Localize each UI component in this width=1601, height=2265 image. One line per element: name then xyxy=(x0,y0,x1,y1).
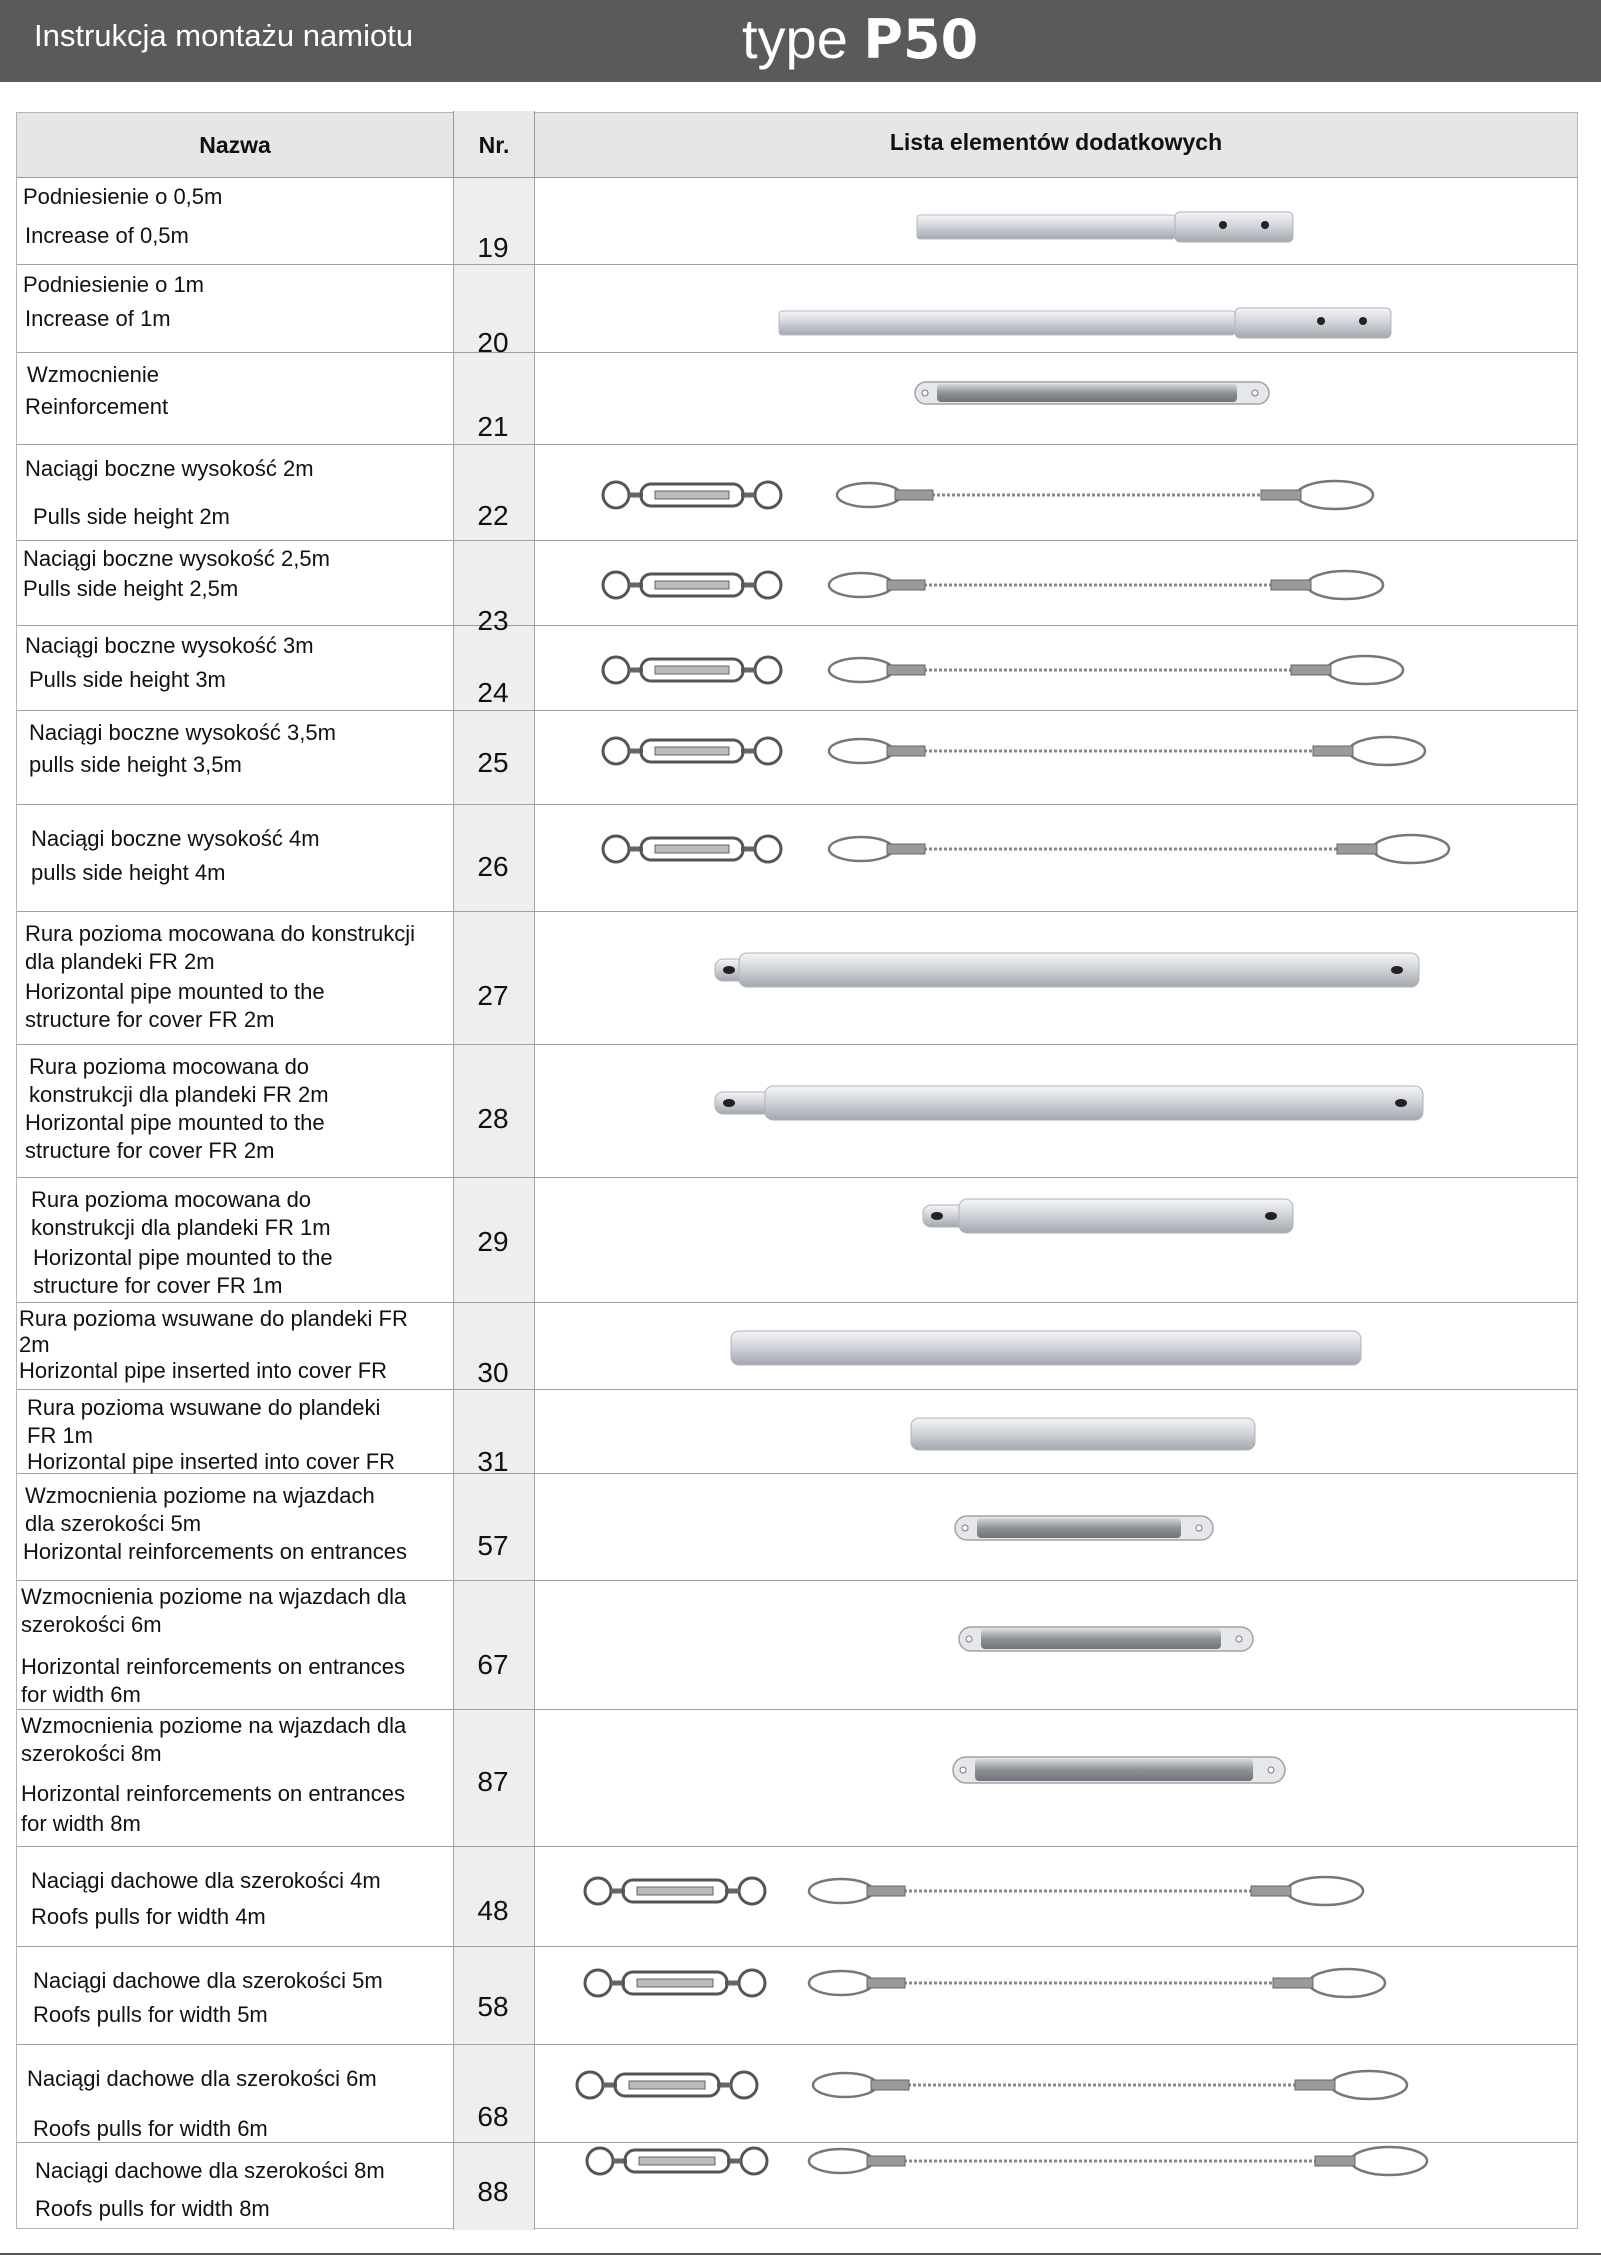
item-name-cell xyxy=(19,1474,451,1580)
item-name-line: Increase of 0,5m xyxy=(25,223,189,248)
table-row xyxy=(17,2143,1577,2230)
item-name-cell xyxy=(19,2045,451,2142)
item-name-line: for width 6m xyxy=(21,1682,141,1707)
reinforcement-bar-illustration xyxy=(535,353,1575,444)
plain-pipe-illustration xyxy=(535,1390,1575,1473)
item-name-line: Roofs pulls for width 8m xyxy=(35,2196,270,2221)
item-name-line: Wzmocnienia poziome na wjazdach xyxy=(25,1483,375,1508)
table-row xyxy=(17,1474,1577,1581)
item-name-line: structure for cover FR 2m xyxy=(25,1138,275,1163)
item-name-line: Wzmocnienia poziome na wjazdach dla xyxy=(21,1713,407,1738)
item-name-line: Naciągi dachowe dla szerokości 4m xyxy=(31,1868,381,1893)
item-name-line: for width 8m xyxy=(21,1811,141,1836)
item-number: 87 xyxy=(477,1766,509,1797)
item-name-line: Roofs pulls for width 6m xyxy=(33,2116,268,2141)
turnbuckle-and-cable-illustration xyxy=(535,2045,1575,2142)
item-name-line: Rura pozioma wsuwane do plandeki xyxy=(27,1395,381,1420)
horizontal-pipe-icon xyxy=(715,953,1419,987)
wire-rope-icon xyxy=(829,656,1403,684)
horizontal-pipe-illustration xyxy=(535,1045,1575,1177)
item-name-line: konstrukcji dla plandeki FR 1m xyxy=(31,1215,331,1240)
turnbuckle-and-cable-illustration xyxy=(535,626,1575,710)
reinforcement-bar-icon xyxy=(915,382,1269,404)
plain-pipe-icon xyxy=(911,1418,1255,1450)
item-name-line: Horizontal reinforcements on entrances xyxy=(21,1781,405,1806)
item-name-line: Horizontal reinforcements on entrances xyxy=(21,1654,405,1679)
table-row xyxy=(17,2045,1577,2143)
turnbuckle-icon xyxy=(603,738,781,764)
footer-divider xyxy=(0,2253,1601,2255)
item-name-cell xyxy=(19,541,451,625)
turnbuckle-icon xyxy=(585,1970,765,1996)
item-name-cell xyxy=(19,1303,451,1389)
item-name-line: Pulls side height 3m xyxy=(29,667,226,692)
accessories-table xyxy=(16,112,1578,2229)
table-row xyxy=(17,1710,1577,1847)
plain-pipe-icon xyxy=(731,1331,1361,1365)
table-row xyxy=(17,1045,1577,1178)
turnbuckle-and-cable-illustration xyxy=(535,2143,1575,2230)
item-number: 19 xyxy=(477,232,509,263)
reinforcement-bar-icon xyxy=(955,1516,1213,1540)
wire-rope-icon xyxy=(829,737,1425,765)
item-name-line: Rura pozioma mocowana do xyxy=(29,1054,310,1079)
item-number: 31 xyxy=(477,1446,509,1477)
item-name-line: Naciągi boczne wysokość 4m xyxy=(31,826,320,851)
turnbuckle-icon xyxy=(603,482,781,508)
wire-rope-icon xyxy=(829,571,1383,599)
pipe-extension-icon xyxy=(779,308,1391,338)
item-name-line: Horizontal pipe mounted to the xyxy=(25,1110,325,1135)
item-number: 21 xyxy=(477,411,509,442)
item-name-line: Reinforcement xyxy=(25,394,169,419)
item-name-line: Naciągi boczne wysokość 2m xyxy=(25,456,314,481)
turnbuckle-icon xyxy=(603,572,781,598)
item-name-line: Rura pozioma wsuwane do plandeki FR xyxy=(19,1306,408,1331)
table-row xyxy=(17,445,1577,541)
item-name-line: pulls side height 3,5m xyxy=(29,752,242,777)
item-number: 58 xyxy=(477,1991,509,2022)
item-number: 48 xyxy=(477,1895,509,1926)
item-name-line: Increase of 1m xyxy=(25,306,171,331)
turnbuckle-icon xyxy=(577,2072,757,2098)
horizontal-pipe-icon xyxy=(715,1086,1423,1120)
item-name-cell xyxy=(19,1390,451,1473)
item-name-line: Rura pozioma mocowana do konstrukcji xyxy=(25,921,416,946)
type-code: P50 xyxy=(863,8,979,71)
column-header-name: Nazwa xyxy=(199,132,271,158)
item-name-line: Roofs pulls for width 4m xyxy=(31,1904,266,1929)
item-name-line: Pulls side height 2,5m xyxy=(23,576,239,601)
turnbuckle-and-cable-illustration xyxy=(535,541,1575,625)
item-number: 30 xyxy=(477,1357,509,1388)
item-name-line: 2m xyxy=(19,1332,50,1357)
item-name-line: Wzmocnienia poziome na wjazdach dla xyxy=(21,1584,407,1609)
reinforcement-bar-illustration xyxy=(535,1581,1575,1709)
reinforcement-bar-icon xyxy=(953,1757,1285,1783)
table-row xyxy=(17,265,1577,358)
item-name-cell xyxy=(19,445,451,540)
item-name-cell xyxy=(19,265,451,352)
item-number: 20 xyxy=(477,327,509,358)
pipe-extension-illustration xyxy=(535,177,1575,264)
item-number: 88 xyxy=(477,2176,509,2207)
item-number: 23 xyxy=(477,605,509,636)
item-name-line: Podniesienie o 1m xyxy=(23,272,205,297)
item-number: 57 xyxy=(477,1530,509,1561)
table-row xyxy=(17,912,1577,1045)
item-name-line: Wzmocnienie xyxy=(27,362,160,387)
turnbuckle-and-cable-illustration xyxy=(535,445,1575,540)
item-name-line: szerokości 8m xyxy=(21,1741,162,1766)
table-row xyxy=(17,1303,1577,1390)
item-name-line: konstrukcji dla plandeki FR 2m xyxy=(29,1082,329,1107)
item-name-line: szerokości 6m xyxy=(21,1612,162,1637)
turnbuckle-icon xyxy=(603,836,781,862)
table-header-row xyxy=(17,113,1577,178)
item-name-line: Horizontal reinforcements on entrances xyxy=(23,1539,407,1564)
item-name-cell xyxy=(19,1045,451,1177)
item-name-cell xyxy=(19,1947,451,2044)
item-number: 27 xyxy=(477,980,509,1011)
item-name-cell xyxy=(19,1178,451,1302)
item-name-line: Horizontal pipe mounted to the xyxy=(25,979,325,1004)
turnbuckle-and-cable-illustration xyxy=(535,711,1575,804)
item-number: 25 xyxy=(477,747,509,778)
item-name-line: Roofs pulls for width 5m xyxy=(33,2002,268,2027)
item-name-cell xyxy=(19,805,451,911)
turnbuckle-icon xyxy=(603,657,781,683)
item-name-line: Horizontal pipe inserted into cover FR xyxy=(27,1449,396,1474)
wire-rope-icon xyxy=(837,481,1373,509)
table-row xyxy=(17,1390,1577,1477)
pipe-extension-icon xyxy=(917,212,1293,242)
item-name-line: Rura pozioma mocowana do xyxy=(31,1187,312,1212)
horizontal-pipe-illustration xyxy=(535,1178,1575,1302)
wire-rope-icon xyxy=(809,1877,1363,1905)
horizontal-pipe-icon xyxy=(923,1199,1293,1233)
item-name-line: structure for cover FR 1m xyxy=(33,1273,283,1298)
item-number: 26 xyxy=(477,851,509,882)
item-name-line: Pulls side height 2m xyxy=(33,504,230,529)
item-name-cell xyxy=(19,711,451,804)
wire-rope-icon xyxy=(809,2147,1427,2175)
item-name-line: Podniesienie o 0,5m xyxy=(23,184,223,209)
table-row xyxy=(17,1847,1577,1947)
item-name-cell xyxy=(19,177,451,264)
table-row xyxy=(17,1581,1577,1710)
reinforcement-bar-illustration xyxy=(535,1710,1575,1846)
wire-rope-icon xyxy=(809,1969,1385,1997)
item-name-line: Naciągi boczne wysokość 3m xyxy=(25,633,314,658)
item-name-line: dla szerokości 5m xyxy=(25,1511,202,1536)
item-number: 28 xyxy=(477,1103,509,1134)
item-number: 67 xyxy=(477,1649,509,1680)
table-row xyxy=(17,626,1577,711)
item-name-line: structure for cover FR 2m xyxy=(25,1007,275,1032)
item-number: 29 xyxy=(477,1226,509,1257)
item-name-cell xyxy=(19,2143,451,2230)
item-number: 22 xyxy=(477,500,509,531)
item-name-cell xyxy=(19,1581,451,1709)
reinforcement-bar-illustration xyxy=(535,1474,1575,1580)
item-name-cell xyxy=(19,1847,451,1946)
item-name-line: Naciągi dachowe dla szerokości 5m xyxy=(33,1968,383,1993)
item-name-cell xyxy=(19,912,451,1044)
item-name-cell xyxy=(19,626,451,710)
item-name-line: Naciągi boczne wysokość 2,5m xyxy=(23,546,330,571)
document-title: Instrukcja montażu namiotu xyxy=(34,18,414,53)
item-number: 24 xyxy=(477,677,509,708)
type-prefix: type xyxy=(742,7,848,70)
item-name-line: dla plandeki FR 2m xyxy=(25,949,215,974)
turnbuckle-and-cable-illustration xyxy=(535,805,1575,911)
tent-type-label xyxy=(742,6,978,71)
turnbuckle-and-cable-illustration xyxy=(535,1947,1575,2044)
wire-rope-icon xyxy=(829,835,1449,863)
turnbuckle-and-cable-illustration xyxy=(535,1847,1575,1946)
item-name-line: Naciągi boczne wysokość 3,5m xyxy=(29,720,336,745)
wire-rope-icon xyxy=(813,2071,1407,2099)
turnbuckle-icon xyxy=(585,1878,765,1904)
table-row xyxy=(17,1947,1577,2045)
item-name-line: Horizontal pipe inserted into cover FR xyxy=(19,1358,388,1383)
item-name-line: Horizontal pipe mounted to the xyxy=(33,1245,333,1270)
horizontal-pipe-illustration xyxy=(535,912,1575,1044)
item-name-line: Naciągi dachowe dla szerokości 8m xyxy=(35,2158,385,2183)
pipe-extension-illustration xyxy=(535,265,1575,352)
item-name-line: Naciągi dachowe dla szerokości 6m xyxy=(27,2066,377,2091)
table-row xyxy=(17,177,1577,265)
plain-pipe-illustration xyxy=(535,1303,1575,1389)
item-name-cell xyxy=(19,1710,451,1846)
column-header-nr: Nr. xyxy=(453,111,535,177)
item-name-cell xyxy=(19,353,451,444)
table-row xyxy=(17,353,1577,445)
item-name-line: FR 1m xyxy=(27,1423,93,1448)
column-header-list: Lista elementów dodatkowych xyxy=(889,129,1223,155)
table-row xyxy=(17,711,1577,805)
reinforcement-bar-icon xyxy=(959,1627,1253,1651)
page-header xyxy=(0,0,1601,82)
table-row xyxy=(17,1178,1577,1303)
turnbuckle-icon xyxy=(587,2148,767,2174)
table-row xyxy=(17,805,1577,912)
item-name-line: pulls side height 4m xyxy=(31,860,226,885)
item-number: 68 xyxy=(477,2101,509,2132)
table-row xyxy=(17,541,1577,636)
